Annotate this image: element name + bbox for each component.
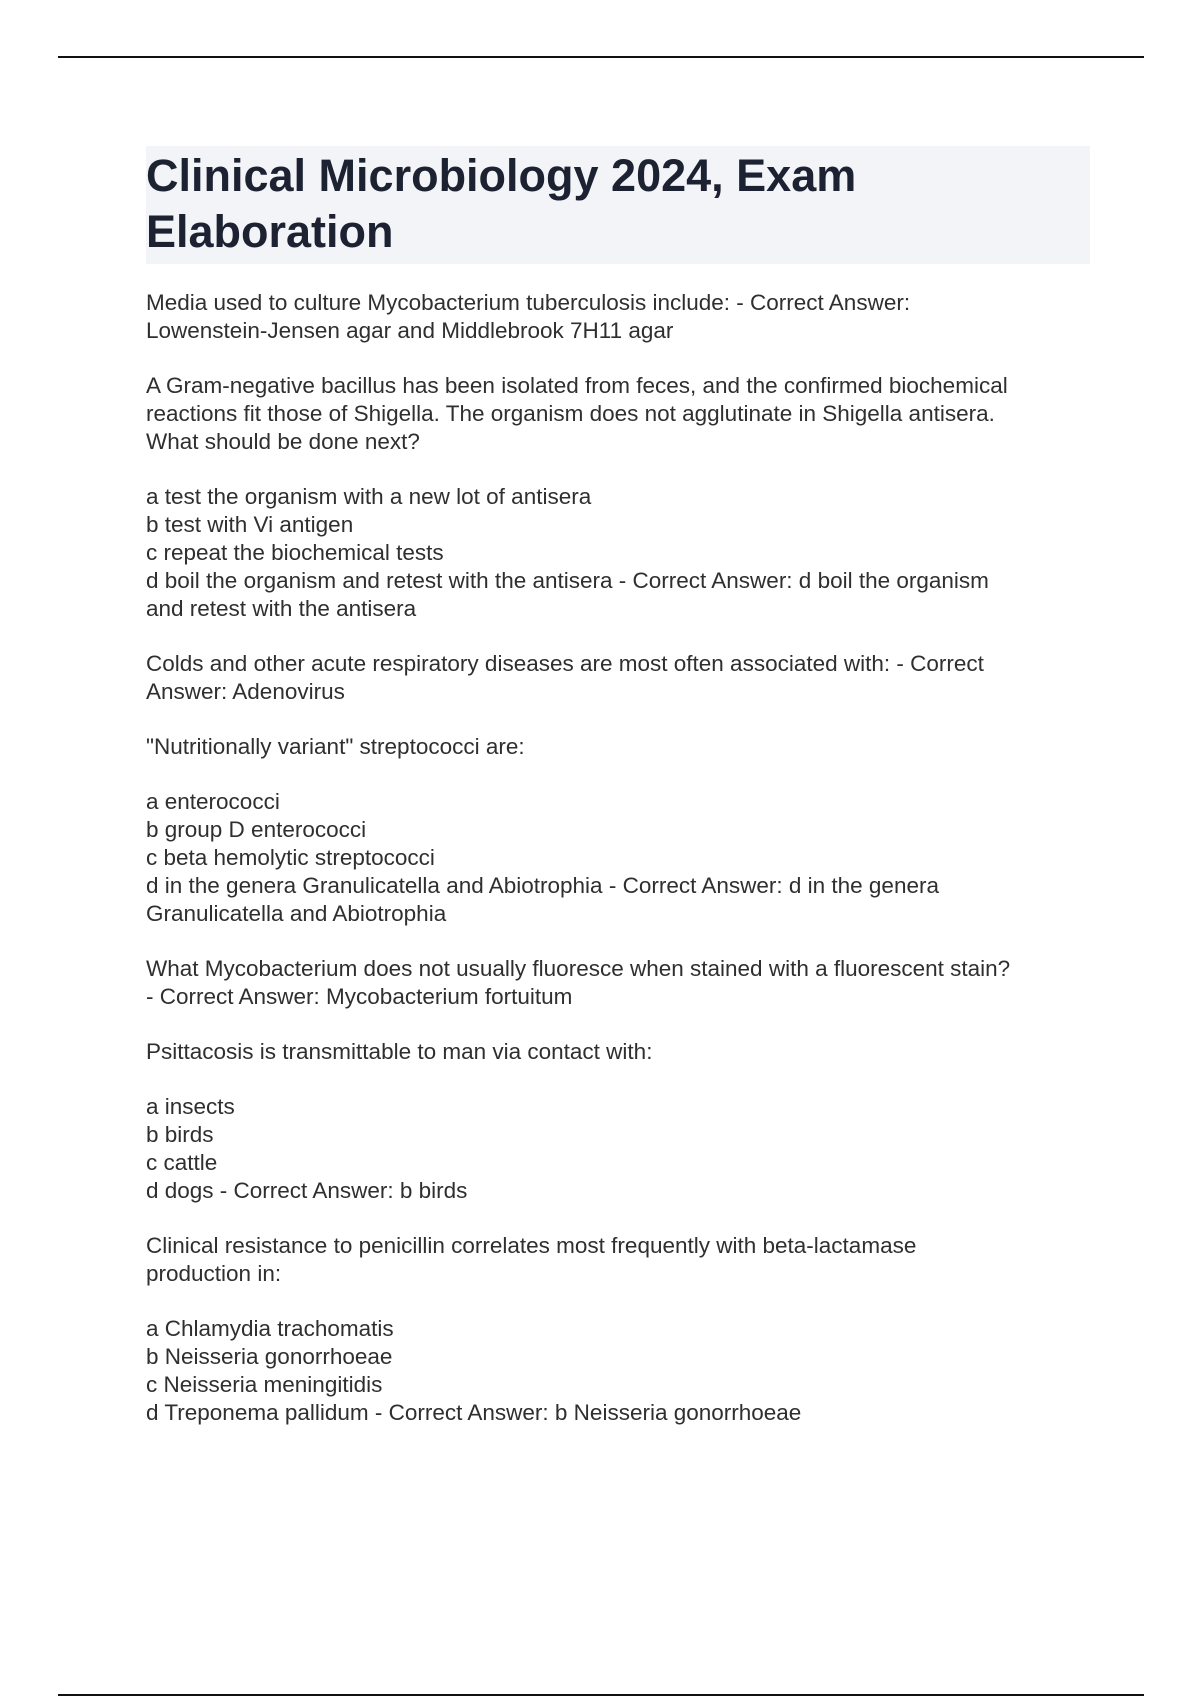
question-text: Colds and other acute respiratory diseases are most often associated with: - Correct: [146, 651, 984, 676]
question-text: reactions fit those of Shigella. The organism does not agglutinate in Shigella antisera.: [146, 401, 995, 426]
question-text: What should be done next?: [146, 429, 420, 454]
page-title: [146, 148, 1090, 260]
question-text: What Mycobacterium does not usually fluoresce when stained with a fluorescent stain?: [146, 956, 1011, 981]
question-text: Psittacosis is transmittable to man via contact with:: [146, 1039, 653, 1064]
option-d: d boil the organism and retest with the antisera - Correct Answer: d boil the organism: [146, 568, 989, 593]
title-line-2: Elaboration: [146, 206, 394, 257]
question-4-stem: [146, 733, 1090, 761]
option-d-cont: and retest with the antisera: [146, 596, 417, 621]
question-2-stem: [146, 372, 1090, 456]
option-b: b group D enterococci: [146, 817, 367, 842]
question-text: Answer: Adenovirus: [146, 679, 345, 704]
option-a: a insects: [146, 1094, 235, 1119]
option-a: a test the organism with a new lot of antisera: [146, 484, 592, 509]
title-banner: [146, 146, 1090, 264]
question-text: "Nutritionally variant" streptococci are:: [146, 734, 525, 759]
question-5: [146, 955, 1090, 1011]
option-b: b test with Vi antigen: [146, 512, 354, 537]
option-a: a Chlamydia trachomatis: [146, 1316, 394, 1341]
option-c: c Neisseria meningitidis: [146, 1372, 383, 1397]
question-4-options: [146, 788, 1090, 928]
option-c: c cattle: [146, 1150, 218, 1175]
bottom-rule: [58, 1694, 1144, 1696]
question-7-options: [146, 1315, 1090, 1427]
document-body: [146, 146, 1090, 1454]
question-text: Lowenstein-Jensen agar and Middlebrook 7H11 agar: [146, 318, 674, 343]
option-d: d in the genera Granulicatella and Abiotrophia - Correct Answer: d in the genera: [146, 873, 939, 898]
option-b: b birds: [146, 1122, 214, 1147]
question-2-options: [146, 483, 1090, 623]
question-text: A Gram-negative bacillus has been isolated from feces, and the confirmed biochemical: [146, 373, 1008, 398]
question-7-stem: [146, 1232, 1090, 1288]
question-text: - Correct Answer: Mycobacterium fortuitum: [146, 984, 573, 1009]
question-3: [146, 650, 1090, 706]
question-text: production in:: [146, 1261, 282, 1286]
question-text: Clinical resistance to penicillin correlates most frequently with beta-lactamase: [146, 1233, 917, 1258]
question-6-stem: [146, 1038, 1090, 1066]
option-d: d Treponema pallidum - Correct Answer: b Neisseria gonorrhoeae: [146, 1400, 802, 1425]
question-6-options: [146, 1093, 1090, 1205]
option-a: a enterococci: [146, 789, 280, 814]
top-rule: [58, 56, 1144, 58]
question-text: Media used to culture Mycobacterium tuberculosis include: - Correct Answer:: [146, 290, 911, 315]
option-d-cont: Granulicatella and Abiotrophia: [146, 901, 447, 926]
option-c: c beta hemolytic streptococci: [146, 845, 435, 870]
option-c: c repeat the biochemical tests: [146, 540, 444, 565]
option-b: b Neisseria gonorrhoeae: [146, 1344, 393, 1369]
question-1: [146, 289, 1090, 345]
title-line-1: Clinical Microbiology 2024, Exam: [146, 150, 857, 201]
question-list: [146, 289, 1090, 1427]
option-d: d dogs - Correct Answer: b birds: [146, 1178, 468, 1203]
